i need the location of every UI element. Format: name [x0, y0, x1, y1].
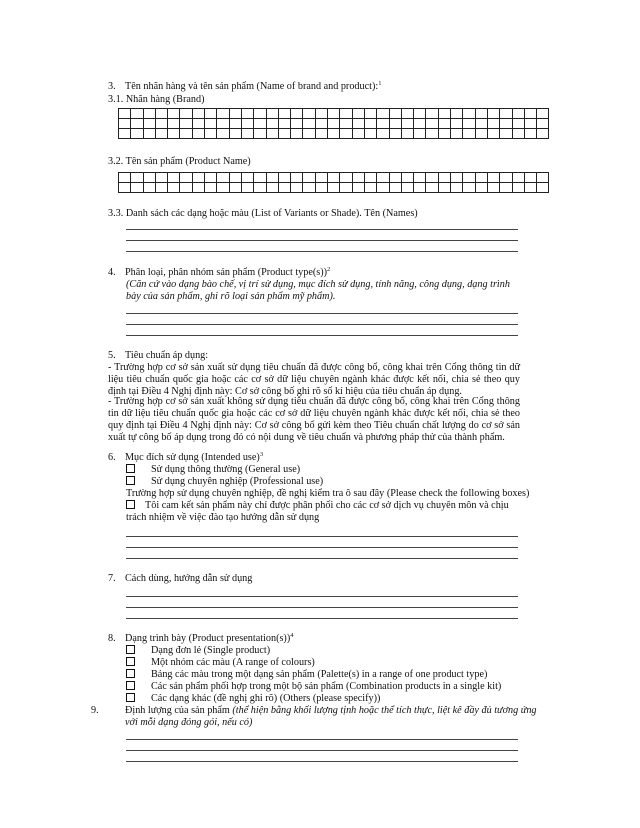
character-box[interactable] [451, 183, 463, 193]
character-box[interactable] [463, 119, 475, 129]
professional-use-option[interactable]: Sử dụng chuyên nghiệp (Professional use) [126, 476, 323, 488]
section-3-heading: 3. Tên nhãn hàng và tên sản phẩm (Name of brand and product):$^1$ [108, 80, 382, 92]
character-box[interactable] [241, 109, 253, 119]
checkbox[interactable] [126, 645, 135, 654]
character-box[interactable] [278, 119, 290, 129]
character-box[interactable] [414, 119, 426, 129]
checkbox[interactable] [126, 657, 135, 666]
character-box[interactable] [180, 109, 192, 119]
character-box[interactable] [451, 173, 463, 183]
character-box[interactable] [119, 109, 131, 119]
character-box[interactable] [217, 129, 229, 139]
character-box[interactable] [487, 129, 499, 139]
character-box[interactable] [168, 119, 180, 129]
character-box[interactable] [426, 183, 438, 193]
character-box[interactable] [475, 109, 487, 119]
section-6-heading: 6. Mục đích sử dụng (Intended use)$^3$ [108, 451, 264, 463]
character-box[interactable] [266, 109, 278, 119]
character-box[interactable] [414, 183, 426, 193]
character-box[interactable] [414, 173, 426, 183]
character-box[interactable] [401, 129, 413, 139]
character-box[interactable] [475, 129, 487, 139]
intended-use-line-1[interactable] [126, 536, 518, 537]
character-box[interactable] [278, 183, 290, 193]
character-box[interactable] [155, 183, 167, 193]
character-box[interactable] [426, 119, 438, 129]
character-box[interactable] [389, 119, 401, 129]
character-box[interactable] [500, 183, 512, 193]
character-box[interactable] [254, 129, 266, 139]
character-box[interactable] [143, 183, 155, 193]
character-box[interactable] [328, 119, 340, 129]
character-box[interactable] [340, 173, 352, 183]
character-box[interactable] [524, 183, 536, 193]
character-box[interactable] [487, 173, 499, 183]
character-box[interactable] [278, 129, 290, 139]
character-box[interactable] [266, 129, 278, 139]
character-box[interactable] [303, 183, 315, 193]
section-8-heading: 8. Dạng trình bày (Product presentation(s))$^4$ [108, 632, 294, 644]
section-5-heading: 5. Tiêu chuẩn áp dụng: [108, 350, 209, 361]
character-box[interactable] [315, 109, 327, 119]
standards-paragraph-2: - Trường hợp cơ sở sản xuất không sử dụng tiêu chuẩn đã được công bố, công khai trên Cổng thông tin dữ liệu tiêu chuẩn quốc gia hoặc các cơ sở dữ liệu chuyên ngành khác được kết nối, chia sẻ theo quy định tại Điều 4 Nghị định này: Cơ sở công bố gửi kèm theo Tiêu chuẩn chất lượng do cơ sở sản xuất tự công bố áp dụng trong đó có nội dung về tiêu chuẩn và phương pháp thử của thành phẩm. [108, 396, 520, 443]
character-box[interactable] [131, 173, 143, 183]
character-box[interactable] [291, 119, 303, 129]
character-box[interactable] [229, 129, 241, 139]
character-box[interactable] [155, 119, 167, 129]
character-box[interactable] [475, 173, 487, 183]
character-box[interactable] [364, 119, 376, 129]
character-box[interactable] [303, 119, 315, 129]
character-box[interactable] [241, 183, 253, 193]
character-box[interactable] [241, 119, 253, 129]
character-box[interactable] [131, 109, 143, 119]
character-box[interactable] [192, 119, 204, 129]
character-box[interactable] [426, 109, 438, 119]
character-box[interactable] [401, 183, 413, 193]
checkbox[interactable] [126, 681, 135, 690]
character-box[interactable] [537, 183, 549, 193]
character-box[interactable] [352, 129, 364, 139]
character-box[interactable] [254, 119, 266, 129]
character-box[interactable] [414, 129, 426, 139]
intended-use-line-3[interactable] [126, 558, 518, 559]
character-box[interactable] [512, 129, 524, 139]
character-box[interactable] [426, 129, 438, 139]
character-box[interactable] [328, 173, 340, 183]
character-box[interactable] [537, 173, 549, 183]
character-box[interactable] [352, 173, 364, 183]
presentation-option-range[interactable]: Một nhóm các màu (A range of colours) [126, 657, 315, 669]
character-box[interactable] [389, 129, 401, 139]
character-box[interactable] [131, 129, 143, 139]
character-box[interactable] [340, 109, 352, 119]
usage-line-3[interactable] [126, 618, 518, 619]
product-type-line-3[interactable] [126, 335, 518, 336]
character-box[interactable] [155, 109, 167, 119]
character-box[interactable] [451, 119, 463, 129]
character-box[interactable] [352, 183, 364, 193]
character-box[interactable] [168, 109, 180, 119]
character-box[interactable] [401, 109, 413, 119]
character-box[interactable] [291, 183, 303, 193]
character-box[interactable] [180, 183, 192, 193]
section-7-heading: 7. Cách dùng, hướng dẫn sử dụng [108, 573, 253, 584]
presentation-option-single[interactable]: Dạng đơn lẻ (Single product) [126, 645, 270, 657]
character-box[interactable] [328, 129, 340, 139]
character-box[interactable] [254, 173, 266, 183]
character-box[interactable] [537, 109, 549, 119]
checkbox[interactable] [126, 669, 135, 678]
character-box[interactable] [401, 173, 413, 183]
presentation-option-kit[interactable]: Các sản phẩm phối hợp trong một bộ sản phẩm (Combination products in a single kit) [126, 681, 501, 693]
character-box[interactable] [438, 119, 450, 129]
character-box[interactable] [192, 109, 204, 119]
presentation-option-others[interactable]: Các dạng khác (đề nghị ghi rõ) (Others (please specify)) [126, 693, 380, 705]
character-box[interactable] [389, 109, 401, 119]
character-box[interactable] [192, 183, 204, 193]
character-box[interactable] [512, 183, 524, 193]
character-box[interactable] [377, 119, 389, 129]
character-box[interactable] [537, 129, 549, 139]
character-box[interactable] [512, 109, 524, 119]
brand-grid[interactable] [118, 108, 549, 139]
character-box[interactable] [487, 119, 499, 129]
character-box[interactable] [131, 183, 143, 193]
character-box[interactable] [524, 109, 536, 119]
character-box[interactable] [217, 109, 229, 119]
character-box[interactable] [278, 109, 290, 119]
character-box[interactable] [217, 183, 229, 193]
section-4-heading: 4. Phân loại, phân nhóm sản phẩm (Product type(s))$^2$ [108, 266, 331, 278]
character-box[interactable] [315, 183, 327, 193]
character-box[interactable] [155, 129, 167, 139]
character-box[interactable] [352, 119, 364, 129]
character-box[interactable] [438, 109, 450, 119]
checkbox[interactable] [126, 464, 135, 473]
usage-line-2[interactable] [126, 607, 518, 608]
character-box[interactable] [500, 109, 512, 119]
character-box[interactable] [205, 129, 217, 139]
quantity-line-3[interactable] [126, 761, 518, 762]
character-box[interactable] [229, 109, 241, 119]
quantity-line-2[interactable] [126, 750, 518, 751]
standards-paragraph-1: - Trường hợp cơ sở sản xuất sử dụng tiêu chuẩn đã được công bố, công khai trên Cổng thông tin dữ liệu tiêu chuẩn quốc gia hoặc các cơ sở dữ liệu chuyên ngành khác được kết nối, chia sẻ theo quy định tại Điều 4 Nghị định này: Cơ sở công bố ghi rõ số kí hiệu của tiêu chuẩn áp dụng. [108, 362, 520, 397]
character-box[interactable] [500, 119, 512, 129]
character-box[interactable] [229, 173, 241, 183]
character-box[interactable] [340, 183, 352, 193]
character-box[interactable] [180, 173, 192, 183]
character-box[interactable] [451, 129, 463, 139]
character-box[interactable] [254, 183, 266, 193]
character-box[interactable] [155, 173, 167, 183]
character-box[interactable] [487, 183, 499, 193]
character-box[interactable] [524, 129, 536, 139]
character-box[interactable] [401, 119, 413, 129]
character-box[interactable] [524, 173, 536, 183]
brand-grid-row [119, 129, 549, 139]
character-box[interactable] [328, 183, 340, 193]
quantity-line-1[interactable] [126, 739, 518, 740]
product-grid-row [119, 173, 549, 183]
character-box[interactable] [180, 129, 192, 139]
character-box[interactable] [389, 173, 401, 183]
character-box[interactable] [475, 119, 487, 129]
variants-line-2[interactable] [126, 240, 518, 241]
presentation-option-palette[interactable]: Bảng các màu trong một dạng sản phẩm (Palette(s) in a range of one product type) [126, 669, 487, 681]
commitment-option[interactable]: Tôi cam kết sản phẩm này chỉ được phân phối cho các cơ sở dịch vụ chuyên môn và chịu trách nhiệm về việc đào tạo hướng dẫn sử dụng [126, 500, 509, 523]
character-box[interactable] [303, 129, 315, 139]
character-box[interactable] [205, 109, 217, 119]
character-box[interactable] [205, 119, 217, 129]
brand-label: 3.1. Nhãn hàng (Brand) [108, 94, 205, 105]
character-box[interactable] [241, 129, 253, 139]
character-box[interactable] [340, 119, 352, 129]
character-box[interactable] [463, 109, 475, 119]
product-type-line-1[interactable] [126, 313, 518, 314]
character-box[interactable] [119, 183, 131, 193]
character-box[interactable] [217, 173, 229, 183]
character-box[interactable] [389, 183, 401, 193]
character-box[interactable] [291, 129, 303, 139]
character-box[interactable] [303, 173, 315, 183]
character-box[interactable] [291, 173, 303, 183]
section-9-heading: 9. Định lượng của sản phẩm (thể hiện bằng khối lượng tịnh hoặc thể tích thực, liệt kê đầy đủ tương ứng với mỗi dạng đóng gói, nếu có) [91, 705, 537, 728]
checkbox[interactable] [126, 500, 135, 509]
variants-label: 3.3. Danh sách các dạng hoặc màu (List of Variants or Shade). Tên (Names) [108, 208, 418, 219]
character-box[interactable] [266, 119, 278, 129]
character-box[interactable] [168, 129, 180, 139]
character-box[interactable] [192, 129, 204, 139]
character-box[interactable] [463, 183, 475, 193]
character-box[interactable] [524, 119, 536, 129]
character-box[interactable] [205, 173, 217, 183]
character-box[interactable] [377, 129, 389, 139]
character-box[interactable] [537, 119, 549, 129]
character-box[interactable] [241, 173, 253, 183]
character-box[interactable] [131, 119, 143, 129]
character-box[interactable] [315, 119, 327, 129]
character-box[interactable] [180, 119, 192, 129]
character-box[interactable] [266, 183, 278, 193]
character-box[interactable] [229, 183, 241, 193]
character-box[interactable] [315, 129, 327, 139]
character-box[interactable] [143, 119, 155, 129]
character-box[interactable] [119, 119, 131, 129]
character-box[interactable] [377, 173, 389, 183]
variants-line-1[interactable] [126, 229, 518, 230]
character-box[interactable] [119, 129, 131, 139]
character-box[interactable] [143, 129, 155, 139]
product-type-note: (Căn cứ vào dạng bào chế, vị trí sử dụng, mục đích sử dụng, tính năng, công dụng, dạng trình bày của sản phẩm, ghi rõ loại sản phẩm mỹ phẩm). [126, 279, 510, 302]
brand-grid-row [119, 119, 549, 129]
character-box[interactable] [278, 173, 290, 183]
character-box[interactable] [205, 183, 217, 193]
character-box[interactable] [229, 119, 241, 129]
product-name-grid[interactable] [118, 172, 549, 193]
character-box[interactable] [143, 173, 155, 183]
character-box[interactable] [364, 183, 376, 193]
character-box[interactable] [377, 109, 389, 119]
character-box[interactable] [438, 173, 450, 183]
product-type-line-2[interactable] [126, 324, 518, 325]
character-box[interactable] [364, 173, 376, 183]
character-box[interactable] [168, 183, 180, 193]
checkbox[interactable] [126, 476, 135, 485]
product-name-label: 3.2. Tên sản phẩm (Product Name) [108, 156, 251, 167]
intended-use-line-2[interactable] [126, 547, 518, 548]
character-box[interactable] [315, 173, 327, 183]
character-box[interactable] [377, 183, 389, 193]
character-box[interactable] [291, 109, 303, 119]
character-box[interactable] [303, 109, 315, 119]
character-box[interactable] [414, 109, 426, 119]
character-box[interactable] [143, 109, 155, 119]
checkbox[interactable] [126, 693, 135, 702]
character-box[interactable] [168, 173, 180, 183]
character-box[interactable] [475, 183, 487, 193]
variants-line-3[interactable] [126, 251, 518, 252]
character-box[interactable] [451, 109, 463, 119]
usage-line-1[interactable] [126, 596, 518, 597]
character-box[interactable] [364, 109, 376, 119]
character-box[interactable] [438, 183, 450, 193]
character-box[interactable] [119, 173, 131, 183]
character-box[interactable] [487, 109, 499, 119]
character-box[interactable] [463, 129, 475, 139]
character-box[interactable] [463, 173, 475, 183]
character-box[interactable] [266, 173, 278, 183]
character-box[interactable] [352, 109, 364, 119]
character-box[interactable] [512, 119, 524, 129]
brand-grid-row [119, 109, 549, 119]
character-box[interactable] [254, 109, 266, 119]
character-box[interactable] [500, 129, 512, 139]
professional-note: Trường hợp sử dụng chuyên nghiệp, đề nghị kiểm tra ô sau đây (Please check the following boxes) [126, 488, 530, 499]
character-box[interactable] [364, 129, 376, 139]
character-box[interactable] [426, 173, 438, 183]
character-box[interactable] [500, 173, 512, 183]
character-box[interactable] [192, 173, 204, 183]
general-use-option[interactable]: Sử dụng thông thường (General use) [126, 464, 300, 476]
character-box[interactable] [340, 129, 352, 139]
character-box[interactable] [512, 173, 524, 183]
character-box[interactable] [438, 129, 450, 139]
product-grid-row [119, 183, 549, 193]
character-box[interactable] [217, 119, 229, 129]
character-box[interactable] [328, 109, 340, 119]
